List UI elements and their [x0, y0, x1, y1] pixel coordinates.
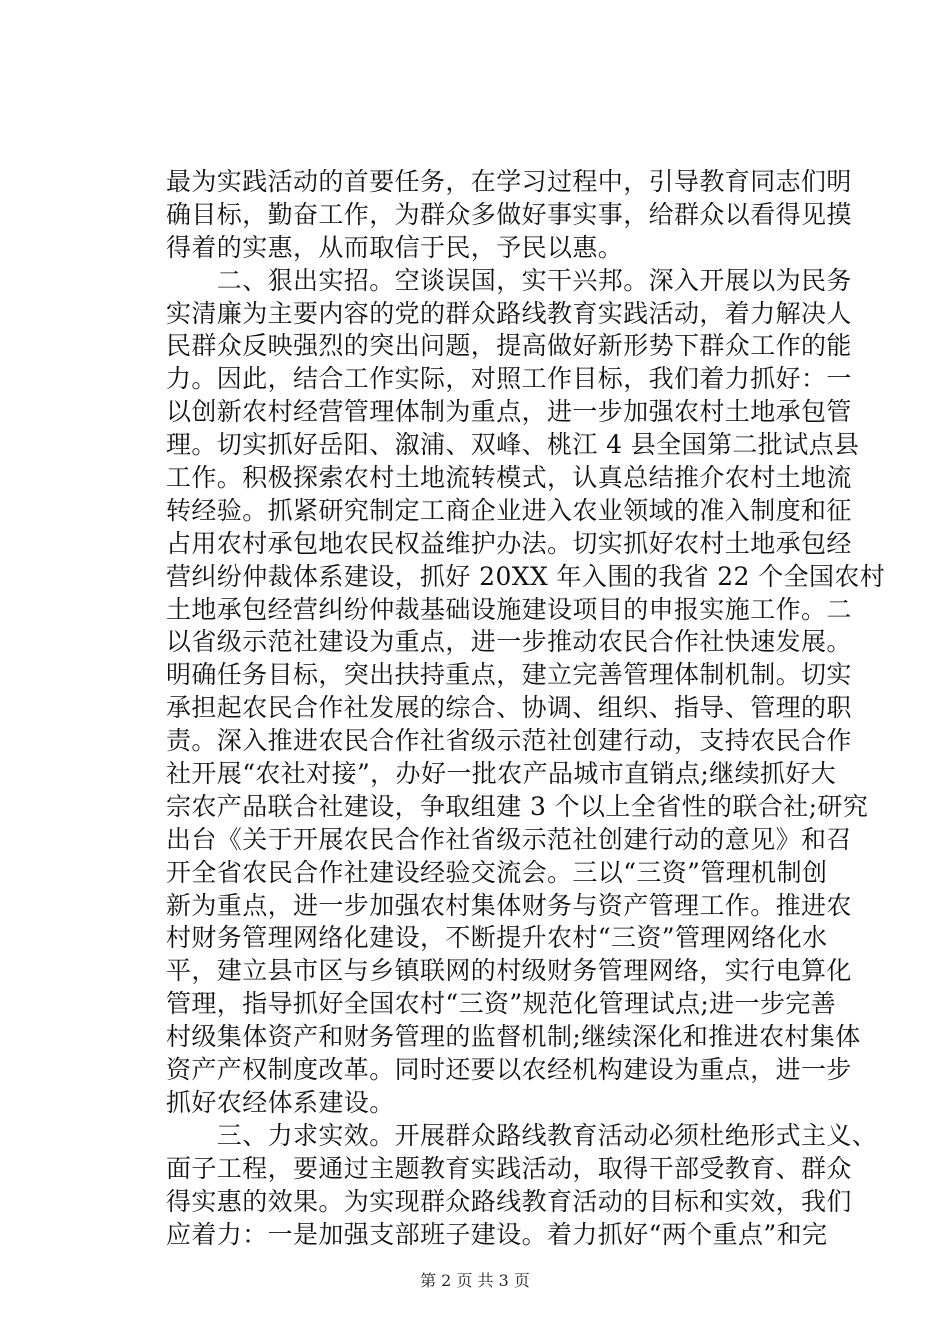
text-line: 得实惠的效果。为实现群众路线教育活动的目标和实效，我们 — [166, 1186, 852, 1216]
page-footer: 第 2 页 共 3 页 — [420, 1271, 530, 1290]
text-line: 以创新农村经营管理体制为重点，进一步加强农村土地承包管 — [166, 397, 852, 427]
text-line: 村财务管理网络化建设，不断提升农村“三资”管理网络化水 — [166, 923, 828, 953]
text-line: 新为重点，进一步加强农村集体财务与资产管理工作。推进农 — [166, 890, 852, 920]
text-line: 三、力求实效。开展群众路线教育活动必须杜绝形式主义、 — [166, 1120, 878, 1150]
text-line: 实清廉为主要内容的党的群众路线教育实践活动，着力解决人 — [166, 298, 852, 328]
text-line: 宗农产品联合社建设，争取组建 3 个以上全省性的联合社;研究 — [166, 791, 869, 821]
text-line: 二、狠出实招。空谈误国，实干兴邦。深入开展以为民务 — [166, 265, 852, 295]
text-line: 最为实践活动的首要任务，在学习过程中，引导教育同志们明 — [166, 167, 852, 196]
text-line: 理。切实抓好岳阳、溆浦、双峰、桃江 4 县全国第二批试点县 — [166, 430, 860, 460]
text-line: 以省级示范社建设为重点，进一步推动农民合作社快速发展。 — [166, 627, 852, 657]
text-line: 应着力：一是加强支部班子建设。着力抓好“两个重点”和完 — [166, 1219, 828, 1249]
text-line: 出台《关于开展农民合作社省级示范社创建行动的意见》和召 — [166, 824, 852, 854]
text-line: 确目标，勤奋工作，为群众多做好事实事，给群众以看得见摸 — [166, 199, 852, 229]
text-line: 平，建立县市区与乡镇联网的村级财务管理网络，实行电算化 — [166, 956, 852, 986]
text-line: 社开展“农社对接”，办好一批农产品城市直销点;继续抓好大 — [166, 759, 837, 789]
text-line: 民群众反映强烈的突出问题，提高做好新形势下群众工作的能 — [166, 331, 852, 361]
text-line: 占用农村承包地农民权益维护办法。切实抓好农村土地承包经 — [166, 528, 852, 558]
text-line: 营纠纷仲裁体系建设，抓好 20XX 年入围的我省 22 个全国农村 — [166, 561, 886, 591]
text-line: 明确任务目标，突出扶持重点，建立完善管理体制机制。切实 — [166, 660, 852, 690]
text-line: 面子工程，要通过主题教育实践活动，取得干部受教育、群众 — [166, 1153, 852, 1183]
text-line: 资产产权制度改革。同时还要以农经机构建设为重点，进一步 — [166, 1055, 852, 1085]
text-line: 土地承包经营纠纷仲裁基础设施建设项目的申报实施工作。二 — [166, 594, 852, 624]
text-line: 村级集体资产和财务管理的监督机制;继续深化和推进农村集体 — [166, 1022, 861, 1052]
text-line: 转经验。抓紧研究制定工商企业进入农业领域的准入制度和征 — [166, 495, 852, 525]
text-line: 工作。积极探索农村土地流转模式，认真总结推介农村土地流 — [166, 463, 852, 493]
text-line: 力。因此，结合工作实际，对照工作目标，我们着力抓好：一 — [166, 364, 852, 394]
text-line: 得着的实惠，从而取信于民，予民以惠。 — [166, 232, 624, 262]
text-line: 管理，指导抓好全国农村“三资”规范化管理试点;进一步完善 — [166, 989, 837, 1019]
text-line: 抓好农经体系建设。 — [166, 1087, 395, 1117]
text-line: 责。深入推进农民合作社省级示范社创建行动，支持农民合作 — [166, 726, 852, 756]
body-text — [166, 166, 886, 1251]
text-line: 承担起农民合作社发展的综合、协调、组织、指导、管理的职 — [166, 693, 852, 723]
text-line: 开全省农民合作社建设经验交流会。三以“三资”管理机制创 — [166, 857, 828, 887]
